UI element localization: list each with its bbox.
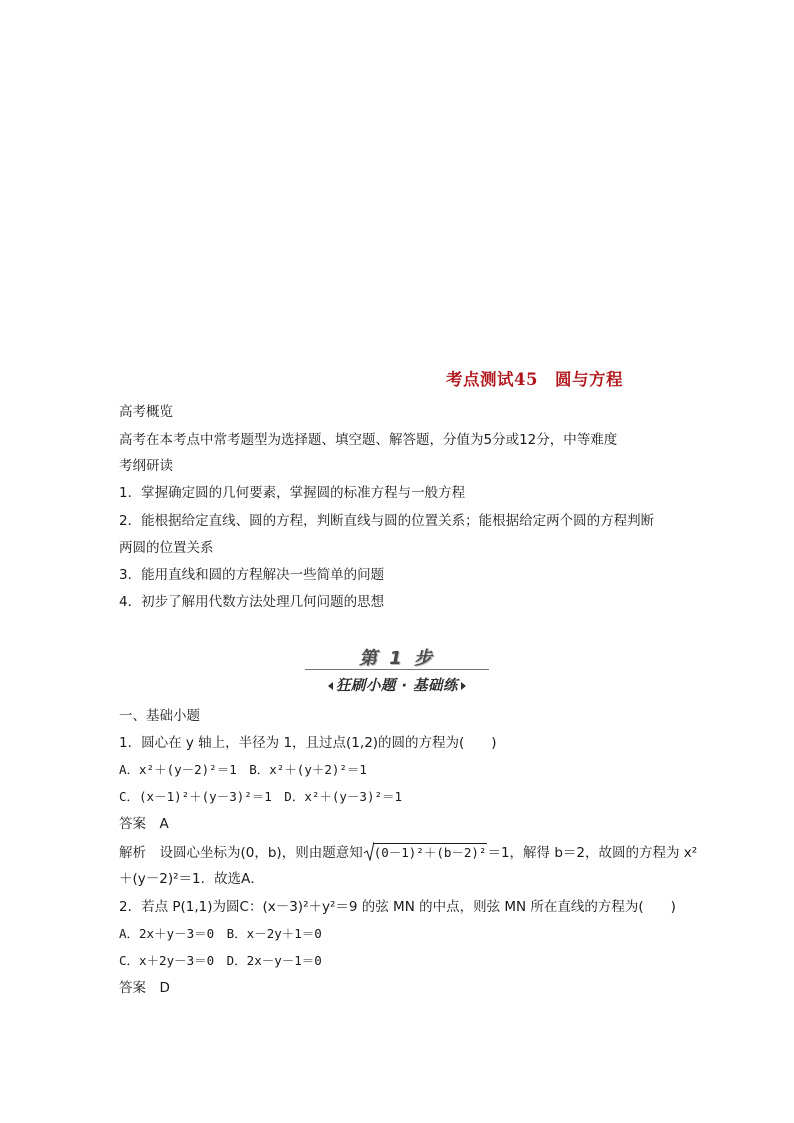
question-1-stem: 1．圆心在 y 轴上，半径为 1，且过点(1,2)的圆的方程为( ) [119,735,497,751]
radical-sign-icon [364,841,374,861]
question-1-options-cd: C．(x－1)²＋(y－3)²＝1 D．x²＋(y－3)²＝1 [119,789,403,804]
step-banner-divider [305,669,489,670]
overview-heading: 高考概览 [119,404,173,420]
syllabus-item: 2．能根据给定直线、圆的方程，判断直线与圆的位置关系；能根据给定两个圆的方程判断 [119,513,655,529]
question-1-analysis-continuation: ＋(y－2)²＝1．故选A． [119,871,264,887]
square-root: (0－1)²＋(b－2)² [364,843,488,862]
question-1-options-ab: A．x²＋(y－2)²＝1 B．x²＋(y＋2)²＝1 [119,762,367,777]
syllabus-item: 1．掌握确定圆的几何要素，掌握圆的标准方程与一般方程 [119,485,466,501]
question-2-options-ab: A．2x＋y－3＝0 B．x－2y＋1＝0 [119,926,322,941]
step-banner-title: 第 1 步 [358,648,436,669]
triangle-left-icon [328,682,333,690]
triangle-right-icon [461,682,466,690]
question-2-stem: 2．若点 P(1,1)为圆C：(x－3)²＋y²＝9 的弦 MN 的中点，则弦 MN 所在直线的方程为( ) [119,899,676,915]
syllabus-item: 4．初步了解用代数方法处理几何问题的思想 [119,594,385,610]
step-banner [305,644,489,696]
question-1-analysis: 解析 设圆心坐标为(0，b)，则由题意知 (0－1)²＋(b－2)²＝1，解得 b＝2，故圆的方程为 x² [119,843,697,862]
syllabus-item: 3．能用直线和圆的方程解决一些简单的问题 [119,567,385,583]
step-banner-subtitle: 狂刷小题 · 基础练 [305,674,489,696]
syllabus-heading: 考纲研读 [119,458,173,474]
overview-text: 高考在本考点中常考题型为选择题、填空题、解答题，分值为5分或12分，中等难度 [119,432,618,448]
syllabus-item-continuation: 两圆的位置关系 [119,540,214,556]
page-title: 考点测试45 圆与方程 [446,370,623,389]
question-2-answer: 答案 D [119,980,170,996]
question-1-answer: 答案 A [119,816,169,832]
section-heading: 一、基础小题 [119,708,200,724]
question-2-options-cd: C．x＋2y－3＝0 D．2x－y－1＝0 [119,953,322,968]
